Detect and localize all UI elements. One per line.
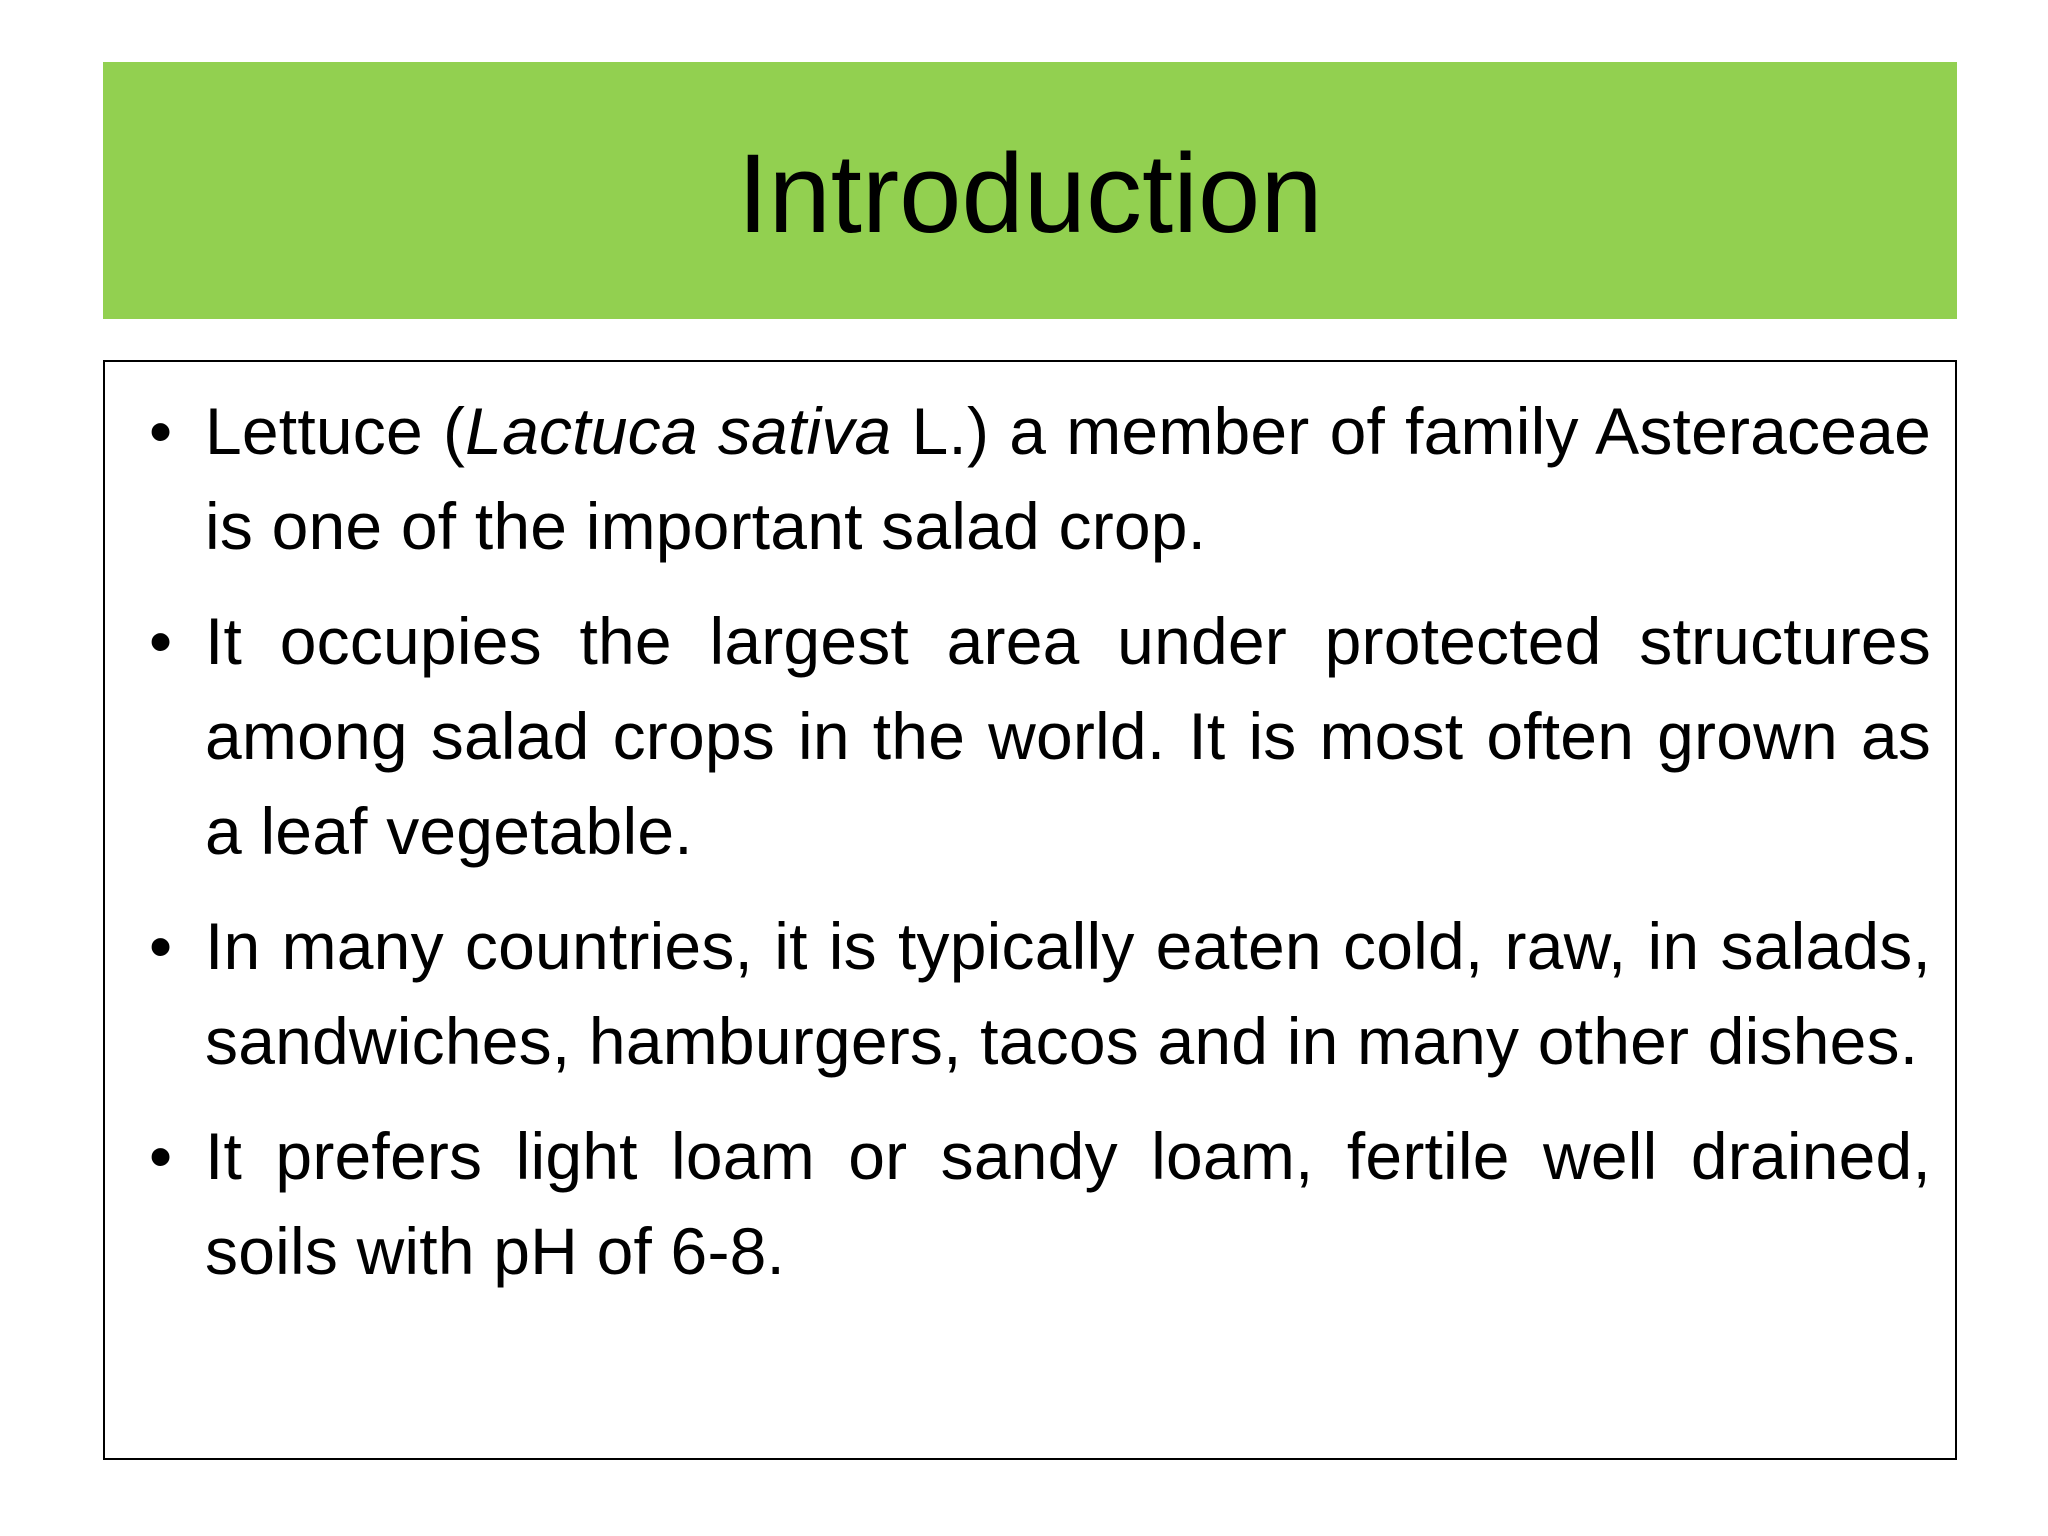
list-item [129,594,1931,879]
bullet-text [205,384,1931,574]
content-box [103,360,1957,1460]
list-item [129,1109,1931,1299]
bullet-icon: • [149,1119,173,1193]
bullet-text: It prefers light loam or sandy loam, fertile well drained, soils with pH of 6-8. [205,1119,1931,1288]
list-item [129,384,1931,574]
list-item [129,899,1931,1089]
bullet-list [129,384,1931,1299]
bullet-icon: • [149,909,173,983]
bullet-icon: • [149,394,173,468]
title-bar [103,62,1957,319]
slide-title: Introduction [737,130,1323,256]
bullet-text-pre: Lettuce ( [205,394,466,468]
bullet-icon: • [149,604,173,678]
bullet-text-post: L.) a member of family Asteraceae is one of the important salad crop. [205,394,1931,563]
bullet-text: In many countries, it is typically eaten cold, raw, in salads, sandwiches, hamburgers, tacos and in many other dishes. [205,909,1931,1078]
bullet-text: It occupies the largest area under protected structures among salad crops in the world. It is most often grown as a leaf vegetable. [205,604,1931,868]
species-name: Lactuca sativa [465,394,892,468]
